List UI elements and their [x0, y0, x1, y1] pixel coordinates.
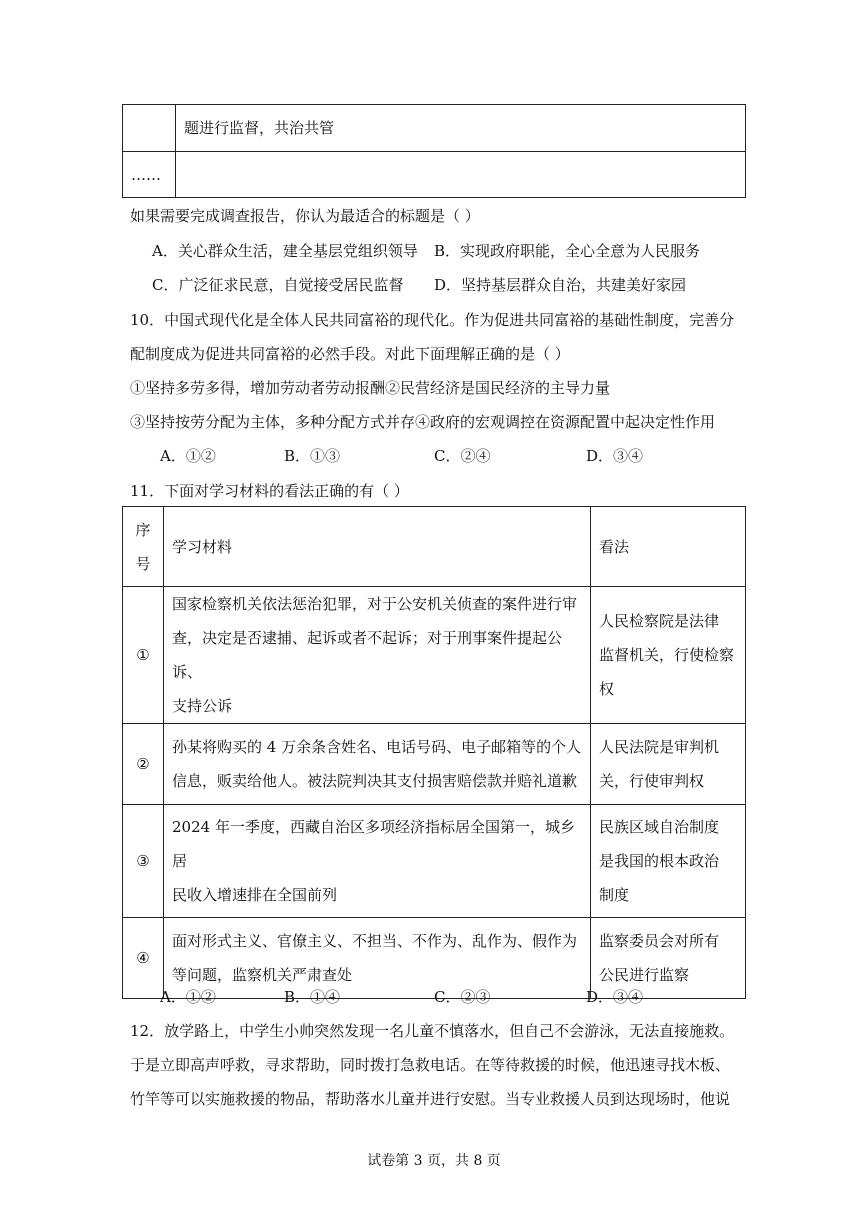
q11-row3-material-line: 2024 年一季度，西藏自治区多项经济指标居全国第一，城乡居 — [172, 818, 575, 870]
table-row — [123, 724, 746, 805]
top-table — [122, 104, 746, 198]
q12-stem-line3: 竹竿等可以实施救援的物品，帮助落水儿童并进行安慰。当专业救援人员到达现场时，他说 — [130, 1090, 731, 1108]
q11-header-material — [164, 507, 591, 587]
q11-table — [122, 506, 746, 999]
q9-option-c[interactable]: C．广泛征求民意，自觉接受居民监督 — [152, 276, 404, 294]
q10-option-b[interactable]: B．①③ — [284, 447, 341, 465]
q11-row4-view-line: 公民进行监察 — [599, 966, 690, 984]
q10-stem-line2: 配制度成为促进共同富裕的必然手段。对此下面理解正确的是（ ） — [130, 345, 570, 363]
q11-row3-material-line: 民收入增速排在全国前列 — [172, 886, 338, 904]
top-table-num-cell — [123, 105, 176, 152]
q10-stem-line1: 10．中国式现代化是全体人民共同富裕的现代化。作为促进共同富裕的基础性制度，完善分 — [130, 311, 735, 329]
top-table-empty-cell — [176, 152, 746, 198]
q11-header-num — [123, 507, 164, 587]
q11-row3-num: ③ — [123, 805, 164, 918]
q11-row4-material-line: 等问题，监察机关严肃查处 — [172, 966, 353, 984]
top-table-row1-text: 题进行监督，共治共管 — [184, 119, 335, 137]
top-table-row2-text: …… — [131, 165, 161, 184]
page-footer: 试卷第 3 页，共 8 页 — [367, 1153, 501, 1169]
q11-row1-view — [591, 587, 746, 724]
q11-header-view-text: 看法 — [599, 537, 630, 556]
q9-option-b[interactable]: B．实现政府职能，全心全意为人民服务 — [434, 242, 701, 260]
q11-row1-material — [164, 587, 591, 724]
q12-stem-line1: 12．放学路上，中学生小帅突然发现一名儿童不慎落水，但自己不会游泳，无法直接施救。 — [130, 1022, 735, 1040]
q11-row4-num: ④ — [123, 918, 164, 999]
q11-row1-num: ① — [123, 587, 164, 724]
q11-row2-num: ② — [123, 724, 164, 805]
q11-header-num-2: 号 — [135, 554, 151, 573]
q11-row1-view-line: 人民检察院是法律 — [599, 612, 720, 630]
q11-row2-view-line: 关，行使审判权 — [599, 772, 705, 790]
q11-option-b[interactable]: B．①④ — [284, 988, 341, 1006]
q10-statements-2: ③坚持按劳分配为主体，多种分配方式并存④政府的宏观调控在资源配置中起决定性作用 — [130, 413, 716, 431]
q11-option-d[interactable]: D．③④ — [586, 988, 644, 1006]
q11-row1-view-line: 权 — [599, 680, 615, 698]
q11-row4-material-line: 面对形式主义、官僚主义、不担当、不作为、乱作为、假作为 — [172, 932, 578, 950]
q11-header-row — [123, 507, 746, 587]
q10-option-a[interactable]: A．①② — [160, 447, 216, 465]
q11-row1-view-line: 监督机关，行使检察 — [599, 646, 735, 664]
q10-option-c[interactable]: C．②④ — [434, 447, 491, 465]
q10-statements-1: ①坚持多劳多得，增加劳动者劳动报酬②民营经济是国民经济的主导力量 — [130, 379, 611, 397]
q11-row1-material-line: 国家检察机关依法惩治犯罪，对于公安机关侦查的案件进行审 — [172, 595, 578, 613]
q9-option-a[interactable]: A．关心群众生活，建全基层党组织领导 — [152, 242, 418, 260]
q11-row3-view — [591, 805, 746, 918]
table-row — [123, 587, 746, 724]
q12-stem-line2: 于是立即高声呼救，寻求帮助，同时拨打急救电话。在等待救援的时候，他迅速寻找木板、 — [130, 1056, 731, 1074]
q11-row3-view-line: 制度 — [599, 886, 630, 904]
q11-stem: 11．下面对学习材料的看法正确的有（ ） — [130, 482, 409, 500]
q11-row2-material-line: 信息，贩卖给他人。被法院判决其支付损害赔偿款并赔礼道歉 — [172, 772, 578, 790]
q11-row4-material — [164, 918, 591, 999]
top-table-ellipsis-cell — [123, 152, 176, 198]
q11-row3-view-line: 是我国的根本政治 — [599, 852, 720, 870]
table-row — [123, 805, 746, 918]
q11-row3-view-line: 民族区域自治制度 — [599, 818, 720, 836]
q11-header-num-1: 序 — [135, 520, 151, 539]
q9-option-d[interactable]: D．坚持基层群众自治，共建美好家园 — [434, 276, 687, 294]
q11-row2-material-line: 孙某将购买的 4 万余条含姓名、电话号码、电子邮箱等的个人 — [172, 738, 582, 756]
q11-option-c[interactable]: C．②③ — [434, 988, 491, 1006]
q11-row4-view-line: 监察委员会对所有 — [599, 932, 720, 950]
q11-row2-view — [591, 724, 746, 805]
q9-tail: 如果需要完成调查报告，你认为最适合的标题是（ ） — [130, 207, 480, 225]
q11-row1-material-line: 支持公诉 — [172, 697, 233, 715]
q11-row2-view-line: 人民法院是审判机 — [599, 738, 720, 756]
q10-option-d[interactable]: D．③④ — [586, 447, 644, 465]
q11-row2-material — [164, 724, 591, 805]
q11-row1-material-line: 查，决定是否逮捕、起诉或者不起诉；对于刑事案件提起公诉、 — [172, 629, 563, 681]
q11-header-material-text: 学习材料 — [172, 537, 233, 556]
q11-option-a[interactable]: A．①② — [160, 988, 216, 1006]
q11-row3-material — [164, 805, 591, 918]
top-table-text-cell — [176, 105, 746, 152]
q11-header-view — [591, 507, 746, 587]
